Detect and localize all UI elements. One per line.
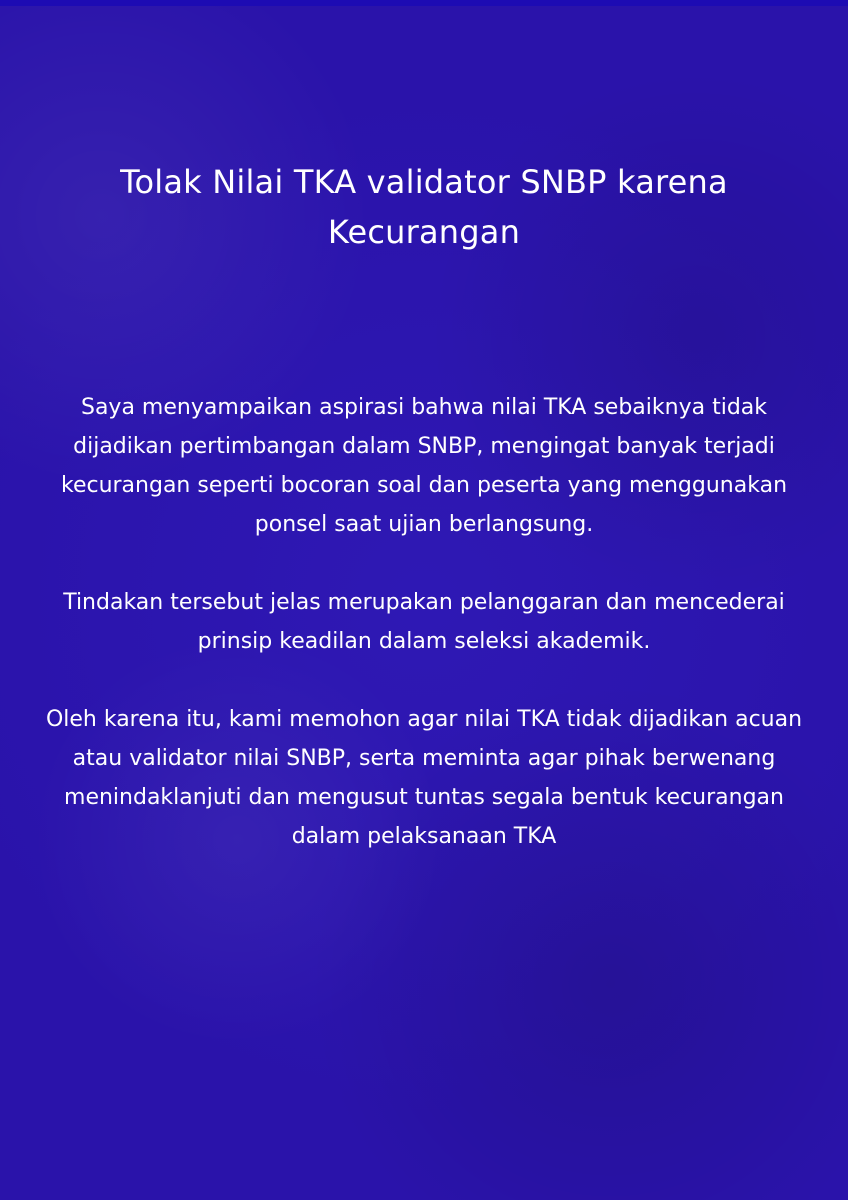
- paragraph-request: Oleh karena itu, kami memohon agar nilai TKA tidak dijadikan acuan atau validator nilai SNBP, serta meminta agar pihak berwenang menindaklanjuti dan mengusut tuntas segala bentuk kecurangan dalam pelaksanaan TKA: [45, 707, 803, 849]
- paragraph-violation: Tindakan tersebut jelas merupakan pelanggaran dan mencederai prinsip keadilan dalam seleksi akademik.: [63, 590, 785, 654]
- page-title: [50, 157, 798, 257]
- body-text: [40, 388, 808, 856]
- paragraph-aspiration: Saya menyampaikan aspirasi bahwa nilai TKA sebaiknya tidak dijadikan pertimbangan dalam SNBP, mengingat banyak terjadi kecurangan seperti bocoran soal dan peserta yang menggunakan ponsel saat ujian berlangsung.: [60, 395, 788, 537]
- title-line-1: Tolak Nilai TKA validator SNBP karena: [120, 163, 728, 201]
- title-line-2: Kecurangan: [327, 213, 521, 251]
